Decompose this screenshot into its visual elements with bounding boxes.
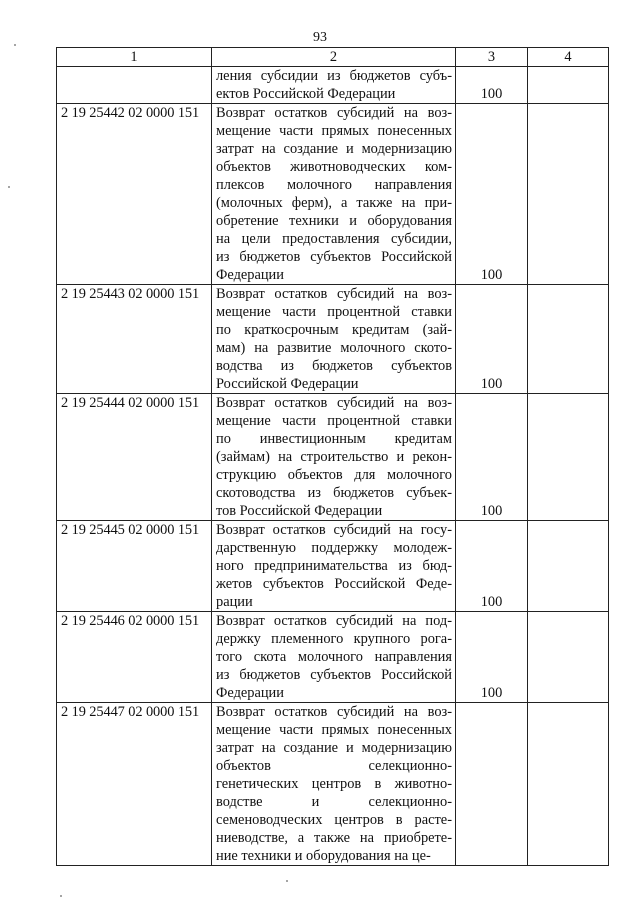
description-line: плексов молочного направления	[216, 177, 452, 193]
amount-cell: 100	[456, 521, 528, 612]
column-4-cell	[528, 104, 609, 285]
table-row	[57, 285, 609, 394]
budget-code-cell	[57, 67, 212, 104]
description-line: Российской Федерации	[216, 376, 359, 392]
table-row	[57, 612, 609, 703]
description-line: (молочных ферм), а также на при-	[216, 195, 452, 211]
description-line: затрат на создание и модернизацию	[216, 141, 452, 157]
table-body	[57, 67, 609, 866]
description-line: ние техники и оборудования на це-	[216, 848, 431, 864]
table-row	[57, 703, 609, 866]
budget-code-cell: 2 19 25443 02 0000 151	[57, 285, 212, 394]
column-4-cell	[528, 612, 609, 703]
description-line: мам) на развитие молочного ското-	[216, 340, 452, 356]
amount-cell: 100	[456, 67, 528, 104]
table-row	[57, 67, 609, 104]
column-4-cell	[528, 67, 609, 104]
description-cell	[212, 703, 456, 866]
amount-cell: 100	[456, 104, 528, 285]
description-line: ниеводстве, а также на приобрете-	[216, 830, 452, 846]
table-header-row	[57, 48, 609, 67]
description-line: Возврат остатков субсидий на под-	[216, 613, 452, 629]
description-line: мещение части прямых понесенных	[216, 123, 452, 139]
description-line: ления субсидии из бюджетов субъ-	[216, 68, 452, 84]
description-line: Возврат остатков субсидий на воз-	[216, 286, 452, 302]
budget-code-cell: 2 19 25442 02 0000 151	[57, 104, 212, 285]
description-line: водства из бюджетов субъектов	[216, 358, 452, 374]
description-line: объектов животноводческих ком-	[216, 159, 452, 175]
description-line: по краткосрочным кредитам (зай-	[216, 322, 452, 338]
table-row	[57, 394, 609, 521]
description-line: Возврат остатков субсидий на госу-	[216, 522, 452, 538]
amount-cell: 100	[456, 285, 528, 394]
description-line: мещение части процентной ставки	[216, 304, 452, 320]
column-4-cell	[528, 703, 609, 866]
column-header-3: 3	[456, 48, 528, 67]
description-line: Возврат остатков субсидий на воз-	[216, 105, 452, 121]
description-cell	[212, 67, 456, 104]
description-line: рации	[216, 594, 253, 610]
description-line: семеноводческих центров в расте-	[216, 812, 452, 828]
column-header-2: 2	[212, 48, 456, 67]
amount-cell: 100	[456, 612, 528, 703]
scan-speck	[8, 186, 10, 188]
column-4-cell	[528, 285, 609, 394]
description-line: по инвестиционным кредитам	[216, 431, 452, 447]
budget-codes-table	[56, 47, 609, 866]
description-line: объектов селекционно-	[216, 758, 452, 774]
scan-speck	[60, 895, 62, 897]
budget-code-cell: 2 19 25445 02 0000 151	[57, 521, 212, 612]
description-line: Возврат остатков субсидий на воз-	[216, 704, 452, 720]
description-line: тов Российской Федерации	[216, 503, 383, 519]
description-line: Федерации	[216, 685, 284, 701]
description-line: струкцию объектов для молочного	[216, 467, 452, 483]
description-line: дарственную поддержку молодеж-	[216, 540, 452, 556]
description-line: ектов Российской Федерации	[216, 86, 396, 102]
description-cell	[212, 394, 456, 521]
table-row	[57, 521, 609, 612]
description-cell	[212, 521, 456, 612]
column-header-1: 1	[57, 48, 212, 67]
description-cell	[212, 104, 456, 285]
description-line: жетов субъектов Российской Феде-	[216, 576, 452, 592]
description-line: мещение части прямых понесенных	[216, 722, 452, 738]
description-line: генетических центров в животно-	[216, 776, 452, 792]
description-line: Федерации	[216, 267, 284, 283]
scan-speck	[286, 880, 288, 882]
description-line: скотоводства из бюджетов субъек-	[216, 485, 452, 501]
budget-code-cell: 2 19 25444 02 0000 151	[57, 394, 212, 521]
description-line: Возврат остатков субсидий на воз-	[216, 395, 452, 411]
description-line: держку племенного крупного рога-	[216, 631, 452, 647]
amount-cell: 100	[456, 394, 528, 521]
page-number: 93	[313, 30, 327, 45]
column-4-cell	[528, 394, 609, 521]
description-line: водстве и селекционно-	[216, 794, 452, 810]
budget-code-cell: 2 19 25447 02 0000 151	[57, 703, 212, 866]
description-line: из бюджетов субъектов Российской	[216, 249, 452, 265]
scan-speck	[14, 44, 16, 46]
description-line: обретение техники и оборудования	[216, 213, 452, 229]
description-line: из бюджетов субъектов Российской	[216, 667, 452, 683]
description-line: (займам) на строительство и рекон-	[216, 449, 452, 465]
description-line: того скота молочного направления	[216, 649, 452, 665]
description-line: на цели предоставления субсидии,	[216, 231, 452, 247]
description-cell	[212, 612, 456, 703]
table-row	[57, 104, 609, 285]
description-line: ного предпринимательства из бюд-	[216, 558, 452, 574]
column-header-4: 4	[528, 48, 609, 67]
budget-code-cell: 2 19 25446 02 0000 151	[57, 612, 212, 703]
column-4-cell	[528, 521, 609, 612]
description-line: затрат на создание и модернизацию	[216, 740, 452, 756]
description-line: мещение части процентной ставки	[216, 413, 452, 429]
description-cell	[212, 285, 456, 394]
amount-cell	[456, 703, 528, 866]
